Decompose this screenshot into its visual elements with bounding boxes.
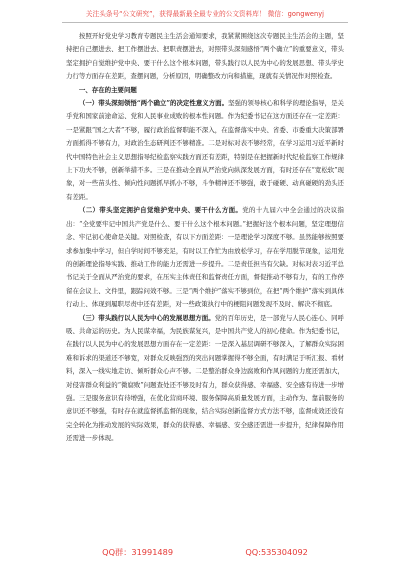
document-body bbox=[66, 30, 344, 446]
footer-contact bbox=[66, 546, 344, 558]
section-heading: 一、存在的主要问题 bbox=[78, 85, 137, 94]
header-divider bbox=[62, 22, 348, 23]
intro-paragraph: 按照开好党史学习教育专题民主生活会通知要求，我紧紧围绕这次专题民主生活会的主题，坚持把自己摆进去、把工作摆进去、把职责摆进去，对照带头深刻感悟“两个确立”的重要意义，带头坚定拥护自觉维护党中央、要干什么这个根本问题，带头践行以人民为中心的发展思想、带头学史力行等方面存在差距，查摆问题，分析原因，明确整改方向和措施，现就有关情况作对照检查。 bbox=[66, 32, 344, 81]
footer-qq-number: QQ:535304092 bbox=[245, 547, 308, 557]
item-text-1: 坚强的领导核心和科学的理论指导，是关乎党和国家前途命运、党和人民事业成败的根本性问题。作为纪委书记在这方面还存在一定差距：一是紧跟“国之大者”不够，履行政治监督职能不深入，在监督落实中央、省委、市委重大决策部署方面抓得不够有力，对政治生态研判还不够精准。二是对标对表不够经常，在学习运用习近平新时代中国特色社会主义思想指导纪检监察实践方面还有差距，特别是在把握新时代纪检监察工作规律上下功夫不够，创新举措不多。三是在推动全面从严治党向纵深发展方面，有时还存在“宽松软”现象，对一些苗头性、倾向性问题抓早抓小不够，斗争精神还不够强，敢于碰硬、动真碰硬的劲头还有差距。 bbox=[66, 99, 344, 201]
item-text-3: 党的百年历史，是一部党与人民心连心、同呼吸、共命运的历史。为人民谋幸福，为民族谋复兴，是中国共产党人的初心使命。作为纪委书记，在践行以人民为中心的发展思想方面存在一定差距：一是深入基层调研不够深入，了解群众实际困难和诉求的渠道还不够宽，对群众反映强烈的突出问题掌握得不够全面，有时满足于听汇报、看材料，深入一线实地走访、倾听群众心声不够。二是整治群众身边腐败和作风问题的力度还需加大，对侵害群众利益的“微腐败”问题查处还不够及时有力，群众获得感、幸福感、安全感有待进一步增强。三是服务意识有待增强，在优化营商环境、服务保障高质量发展方面，主动作为、靠前服务的意识还不够强，有时存在就监督抓监督的现象，结合实际创新监督方式方法不够，监督成效还没有完全转化为推动发展的实际效果，群众的获得感、幸福感、安全感还需进一步提升，纪律保障作用还需进一步体现。 bbox=[66, 313, 344, 443]
item-lead-3: （三）带头践行以人民为中心的发展思想方面。 bbox=[78, 313, 215, 322]
footer-qq-group: QQ群：31991489 bbox=[102, 547, 174, 557]
header-banner: 关注头条号“公文研究”，获得最新最全最专业的公文资料库！ 微信：gongwenyj bbox=[85, 10, 325, 18]
item-paragraph-1 bbox=[66, 97, 344, 204]
item-paragraph-2 bbox=[66, 204, 344, 311]
item-lead-1: （一）带头深刻领悟“两个确立”的决定性意义方面。 bbox=[78, 99, 229, 108]
item-paragraph-3 bbox=[66, 312, 344, 446]
item-text-2: 党的十九届六中全会通过的决议指出：“全党要牢记中国共产党是什么、要干什么这个根本问题。”把握好这个根本问题，坚定理想信念、牢记初心使命是关键。对照检查，有以下方面差距：一是理论学习深度不够。虽然能够按照要求参加集中学习，但自学时间不够充足，有时以工作忙为由放松学习，存在学用脱节现象，运用党的创新理论指导实践、推动工作的能力还需进一步提升。二是责任担当有欠缺。对标对表习近平总书记关于全面从严治党的要求，在压实主体责任和监督责任方面，督促推动不够有力，有的工作停留在会议上、文件里，跟踪问效不够。三是“两个维护”落实不够到位，在把“两个维护”落实到具体行动上、体现到履职尽责中还有差距，对一些政策执行中的梗阻问题发现不及时、解决不彻底。 bbox=[66, 206, 344, 309]
item-lead-2: （二）带头坚定拥护自觉维护党中央、要干什么方面。 bbox=[78, 206, 243, 215]
